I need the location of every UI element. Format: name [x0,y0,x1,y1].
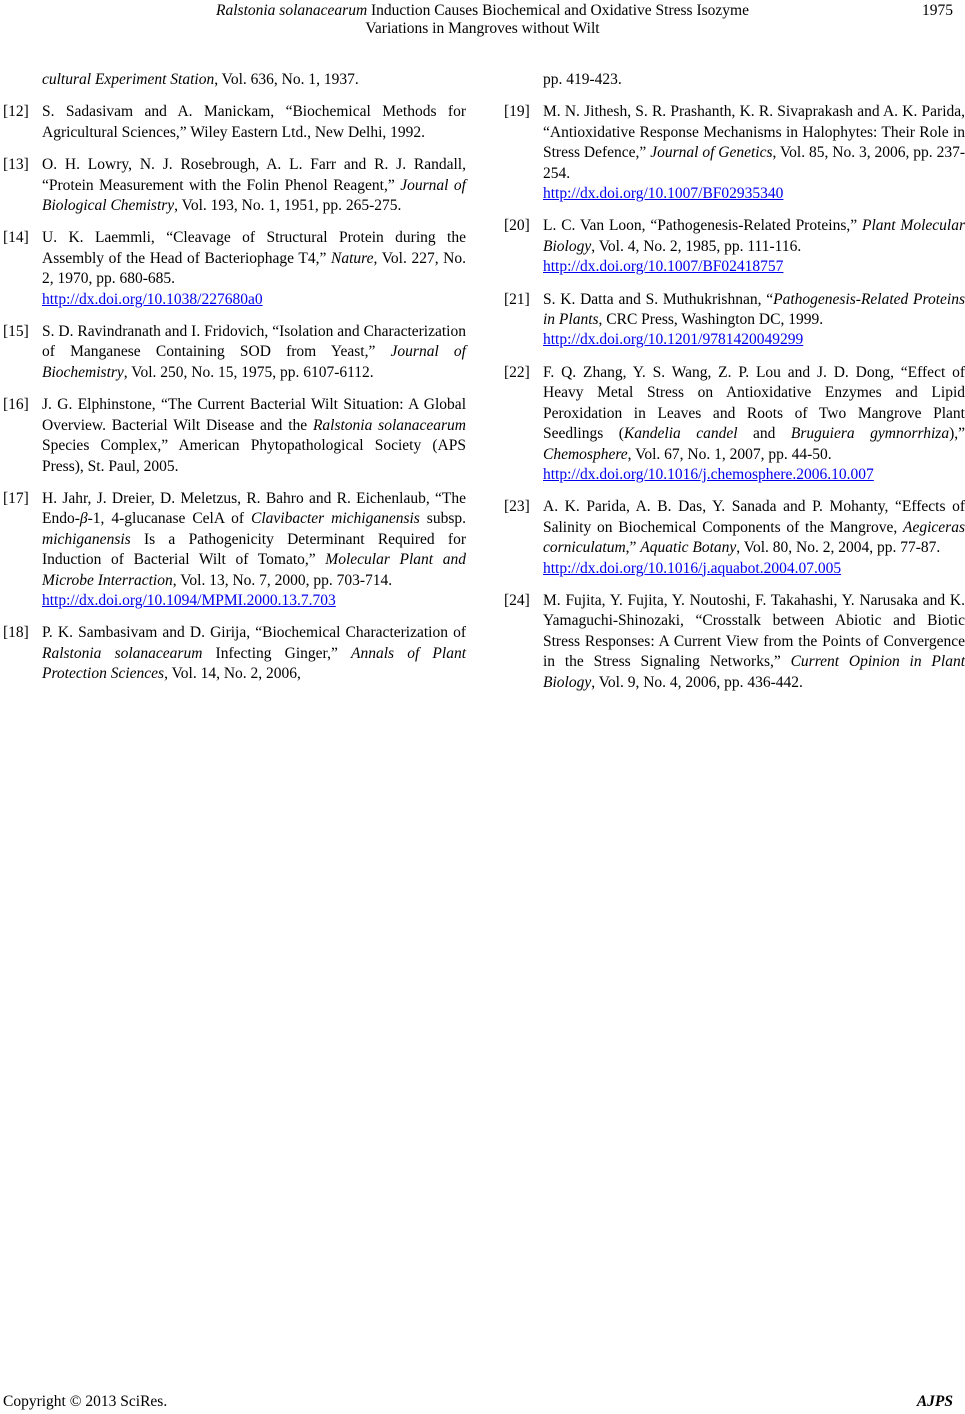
doi-link[interactable]: http://dx.doi.org/10.1201/9781420049299 [543,331,804,349]
reference-text: F. Q. Zhang, Y. S. Wang, Z. P. Lou and J. D. Dong, “Effect of Heavy Metal Stress on Antioxidative Enzymes and Lipid Peroxidation in Leaves and Roots of Two Mangrove Plant Seedlings (Kandelia candel and Bruguiera gymnorrhiza),” Chemosphere, Vol. 67, No. 1, 2007, pp. 44-50. http://dx.doi.org/10.1016/j.chemosphere.2006.10.007 [543,363,965,485]
reference-13 [3,155,466,216]
running-title-line2: Variations in Mangroves without Wilt [365,20,600,37]
left-column [3,70,466,697]
reference-19 [504,102,965,204]
reference-text: L. C. Van Loon, “Pathogenesis-Related Proteins,” Plant Molecular Biology, Vol. 4, No. 2, 1985, pp. 111-116. http://dx.doi.org/10.1007/BF02418757 [543,216,965,277]
reference-number: [12] [3,103,29,121]
reference-number: [13] [3,156,29,174]
reference-number: [15] [3,323,29,341]
right-column [504,70,965,705]
reference-text: O. H. Lowry, N. J. Rosebrough, A. L. Farr and R. J. Randall, “Protein Measurement with the Folin Phenol Reagent,” Journal of Biological Chemistry, Vol. 193, No. 1, 1951, pp. 265-275. [42,156,466,215]
copyright-notice: Copyright © 2013 SciRes. [3,1393,168,1410]
doi-link[interactable]: http://dx.doi.org/10.1007/BF02935340 [543,185,784,203]
reference-number: [17] [3,489,29,507]
reference-number: [16] [3,396,29,414]
reference-text: S. Sadasivam and A. Manickam, “Biochemical Methods for Agricultural Sciences,” Wiley Eastern Ltd., New Delhi, 1992. [42,103,466,141]
doi-link[interactable]: http://dx.doi.org/10.1038/227680a0 [42,290,263,308]
reference-text: A. K. Parida, A. B. Das, Y. Sanada and P. Mohanty, “Effects of Salinity on Biochemical Components of the Mangrove, Aegiceras corniculatum,” Aquatic Botany, Vol. 80, No. 2, 2004, pp. 77-87. http://dx.doi.org/10.1016/j.aquabot.2004.07.005 [543,497,965,579]
reference-23 [504,497,965,579]
reference-number: [19] [504,103,530,121]
reference-text: H. Jahr, J. Dreier, D. Meletzus, R. Bahro and R. Eichenlaub, “The Endo-β-1, 4-glucanase CelA of Clavibacter michiganensis subsp. michiganensis Is a Pathogenicity Determinant Required for Induction of Bacterial Wilt of Tomato,” Molecular Plant and Microbe Interraction, Vol. 13, No. 7, 2000, pp. 703-714. http://dx.doi.org/10.1094/MPMI.2000.13.7.703 [42,489,466,611]
reference-21 [504,290,965,351]
running-header [0,0,965,44]
reference-number: [24] [504,591,530,609]
reference-text: U. K. Laemmli, “Cleavage of Structural Protein during the Assembly of the Head of Bacteriophage T4,” Nature, Vol. 227, No. 2, 1970, pp. 680-685. http://dx.doi.org/10.1038/227680a0 [42,228,466,310]
reference-number: [20] [504,217,530,235]
reference-14 [3,228,466,310]
journal-abbreviation: AJPS [916,1393,953,1410]
reference-number: [23] [504,498,530,516]
reference-continuation: pp. 419-423. [543,71,622,88]
reference-number: [21] [504,290,530,308]
doi-link[interactable]: http://dx.doi.org/10.1016/j.aquabot.2004.07.005 [543,559,842,577]
page-number: 1975 [922,2,953,19]
reference-15 [3,322,466,383]
doi-link[interactable]: http://dx.doi.org/10.1094/MPMI.2000.13.7.703 [42,591,336,609]
doi-link[interactable]: http://dx.doi.org/10.1016/j.chemosphere.2006.10.007 [543,465,874,483]
reference-22 [504,363,965,485]
reference-16 [3,395,466,477]
reference-18 [3,623,466,684]
reference-text: P. K. Sambasivam and D. Girija, “Biochemical Characterization of Ralstonia solanacearum Infecting Ginger,” Annals of Plant Protection Sciences, Vol. 14, No. 2, 2006, [42,624,467,683]
reference-continuation: cultural Experiment Station, Vol. 636, No. 1, 1937. [42,71,359,88]
reference-text: M. N. Jithesh, S. R. Prashanth, K. R. Sivaprakash and A. K. Parida, “Antioxidative Response Mechanisms in Halophytes: Their Role in Stress Defence,” Journal of Genetics, Vol. 85, No. 3, 2006, pp. 237-254. http://dx.doi.org/10.1007/BF02935340 [543,102,965,204]
reference-20 [504,216,965,277]
reference-12 [3,102,466,143]
doi-link[interactable]: http://dx.doi.org/10.1007/BF02418757 [543,258,784,276]
reference-text: S. D. Ravindranath and I. Fridovich, “Isolation and Characterization of Manganese Containing SOD from Yeast,” Journal of Biochemistry, Vol. 250, No. 15, 1975, pp. 6107-6112. [42,323,466,381]
reference-text: M. Fujita, Y. Fujita, Y. Noutoshi, F. Takahashi, Y. Narusaka and K. Yamaguchi-Shinozaki, “Crosstalk between Abiotic and Biotic Stress Responses: A Current View from the Points of Convergence in the Stress Signaling Networks,” Current Opinion in Plant Biology, Vol. 9, No. 4, 2006, pp. 436-442. [543,591,965,691]
reference-number: [22] [504,363,530,381]
reference-number: [14] [3,229,29,247]
reference-number: [18] [3,624,29,642]
reference-text: S. K. Datta and S. Muthukrishnan, “Pathogenesis-Related Proteins in Plants, CRC Press, Washington DC, 1999. http://dx.doi.org/10.1201/9781420049299 [543,290,965,351]
reference-17 [3,489,466,611]
reference-24 [504,591,965,693]
reference-text: J. G. Elphinstone, “The Current Bacterial Wilt Situation: A Global Overview. Bacterial Wilt Disease and the Ralstonia solanacearum Species Complex,” American Phytopathological Society (APS Press), St. Paul, 2005. [42,396,466,475]
running-title: Ralstonia solanacearum Induction Causes Biochemical and Oxidative Stress Isozyme [216,2,749,19]
